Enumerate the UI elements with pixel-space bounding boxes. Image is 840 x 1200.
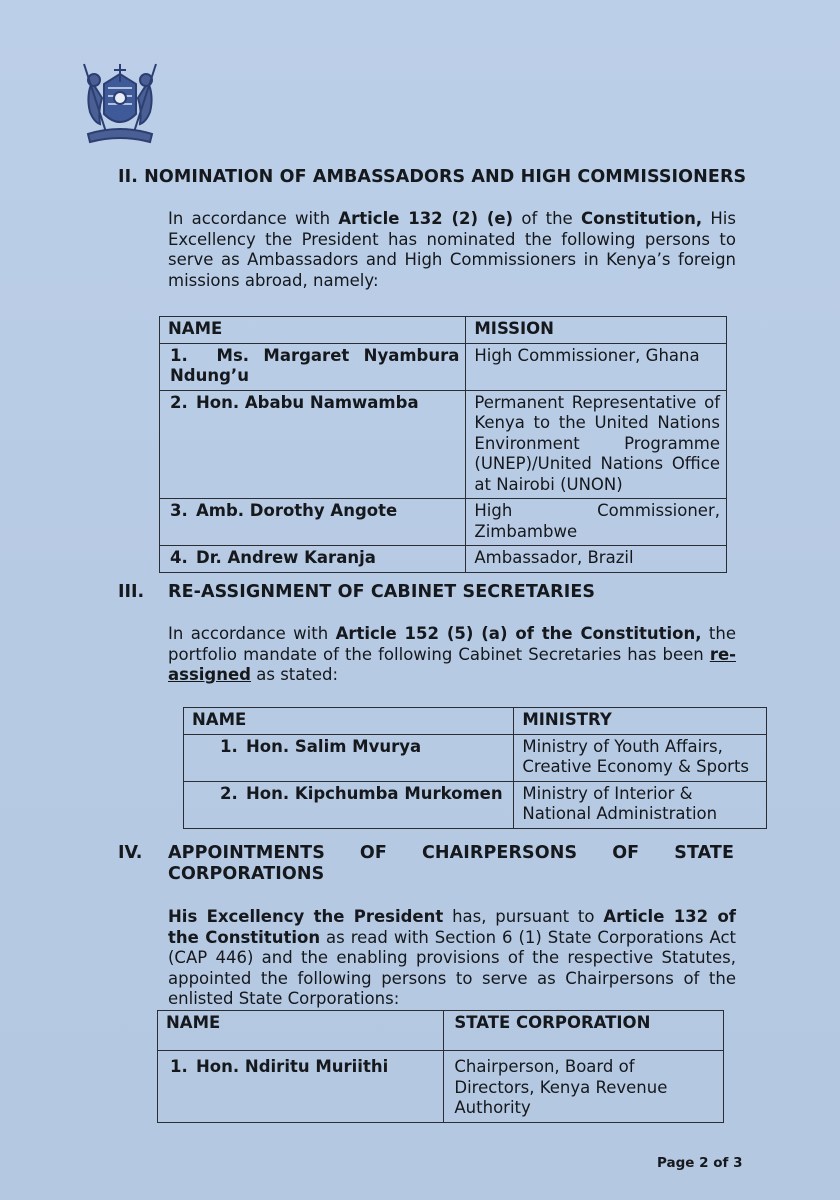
ministry-cell: Ministry of Interior & National Administration xyxy=(514,781,767,828)
section-iii-heading: RE-ASSIGNMENT OF CABINET SECRETARIES xyxy=(168,582,596,602)
nominee-name: Ms. Margaret Nyambura Ndung’u xyxy=(170,345,460,385)
column-header-ministry: MINISTRY xyxy=(514,708,767,735)
mission-cell: Permanent Representative of Kenya to the United Nations Environment Programme (UNEP)/United Nations Office at Nairobi (UNON) xyxy=(466,390,727,499)
page-number: Page 2 of 3 xyxy=(657,1155,743,1171)
table-row: 3. Amb. Dorothy Angote High Commissioner, Zimbambwe xyxy=(160,499,727,546)
section-iii-number: III. xyxy=(118,582,145,602)
section-ii-paragraph: In accordance with Article 132 (2) (e) of the Constitution, His Excellency the President has nominated the following persons to serve as Ambassadors and High Commissioners in Kenya’s foreign missions abroad, namely: xyxy=(168,209,736,290)
column-header-state-corporation: STATE CORPORATION xyxy=(444,1011,724,1051)
mission-cell: High Commissioner, Ghana xyxy=(466,343,727,390)
state-corporations-table xyxy=(157,1010,724,1123)
table-row: 1. Hon. Ndiritu Muriithi Chairperson, Board of Directors, Kenya Revenue Authority xyxy=(158,1051,724,1123)
table-header-row xyxy=(184,708,767,735)
state-corporation-cell: Chairperson, Board of Directors, Kenya Revenue Authority xyxy=(444,1051,724,1123)
cabinet-secretaries-table xyxy=(183,707,767,829)
nominee-name: Amb. Dorothy Angote xyxy=(196,501,398,520)
table-header-row xyxy=(158,1011,724,1051)
chairperson-name: Hon. Ndiritu Muriithi xyxy=(196,1057,389,1076)
column-header-mission: MISSION xyxy=(466,317,727,344)
ministry-cell: Ministry of Youth Affairs, Creative Economy & Sports xyxy=(514,734,767,781)
table-row: 1. Ms. Margaret Nyambura Ndung’u High Commissioner, Ghana xyxy=(160,343,727,390)
table-row: 4. Dr. Andrew Karanja Ambassador, Brazil xyxy=(160,546,727,573)
nominee-name: Dr. Andrew Karanja xyxy=(196,548,376,567)
ambassadors-table xyxy=(159,316,727,573)
column-header-name: NAME xyxy=(160,317,466,344)
cabinet-secretary-name: Hon. Kipchumba Murkomen xyxy=(246,783,503,803)
section-iv-paragraph: His Excellency the President has, pursuant to Article 132 of the Constitution as read with Section 6 (1) State Corporations Act (CAP 446) and the enabling provisions of the respective Statutes, appointed the following persons to serve as Chairpersons of the enlisted State Corporations: xyxy=(168,907,736,1008)
column-header-name: NAME xyxy=(158,1011,444,1051)
section-iv-number: IV. xyxy=(118,843,143,863)
kenya-coat-of-arms-icon xyxy=(70,52,170,148)
table-row: 1. Hon. Salim Mvurya Ministry of Youth Affairs, Creative Economy & Sports xyxy=(184,734,767,781)
cabinet-secretary-name: Hon. Salim Mvurya xyxy=(246,736,422,756)
table-row: 2. Hon. Kipchumba Murkomen Ministry of Interior & National Administration xyxy=(184,781,767,828)
mission-cell: Ambassador, Brazil xyxy=(466,546,727,573)
section-ii-heading: II. NOMINATION OF AMBASSADORS AND HIGH COMMISSIONERS xyxy=(118,167,747,187)
column-header-name: NAME xyxy=(184,708,514,735)
mission-cell: High Commissioner, Zimbambwe xyxy=(466,499,727,546)
nominee-name: Hon. Ababu Namwamba xyxy=(196,392,419,412)
table-row: 2. Hon. Ababu Namwamba Permanent Representative of Kenya to the United Nations Environment Programme (UNEP)/United Nations Office at Nairobi (UNON) xyxy=(160,390,727,499)
section-iii-paragraph: In accordance with Article 152 (5) (a) of the Constitution, the portfolio mandate of the following Cabinet Secretaries has been re-assigned as stated: xyxy=(168,624,736,684)
section-iv-heading: APPOINTMENTS OF CHAIRPERSONS OF STATE CORPORATIONS xyxy=(168,843,734,884)
table-header-row xyxy=(160,317,727,344)
